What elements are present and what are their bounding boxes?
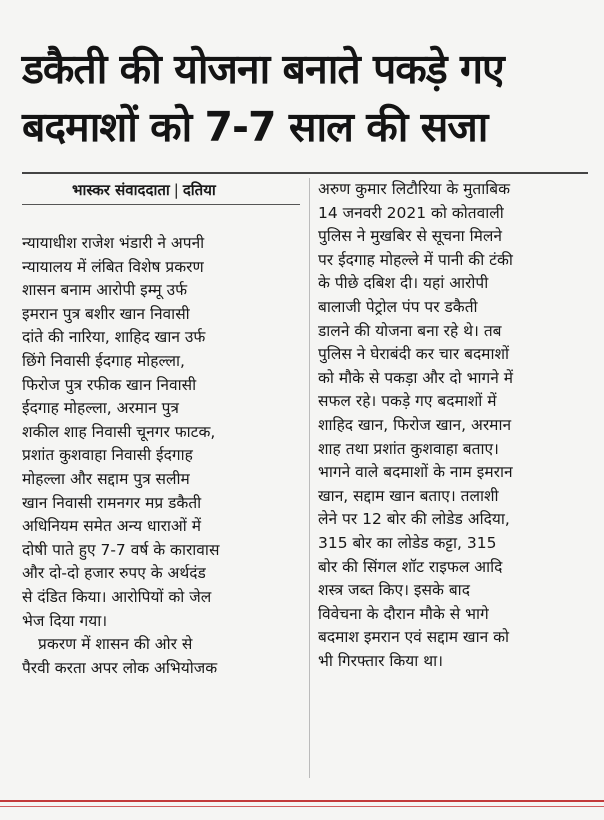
byline-city: दतिया: [182, 181, 216, 199]
text-line: पैरवी करता अपर लोक अभियोजक: [22, 658, 218, 677]
column-divider: [309, 178, 310, 778]
text-line: न्यायाधीश राजेश भंडारी ने अपनी: [22, 234, 205, 252]
text-line: के पीछे दबिश दी। यहां आरोपी: [318, 274, 489, 293]
text-line: शाह तथा प्रशांत कुशवाहा बताए।: [318, 439, 499, 458]
text-line: न्यायालय में लंबित विशेष प्रकरण: [22, 257, 204, 276]
text-line: अरुण कुमार लिटौरिया के मुताबिक: [318, 180, 511, 198]
text-line: बोर की सिंगल शॉट राइफल आदि: [318, 557, 503, 576]
text-line: पुलिस ने मुखबिर से सूचना मिलने: [318, 227, 503, 246]
text-line: भागने वाले बदमाशों के नाम इमरान: [318, 463, 513, 482]
text-line: बदमाश इमरान एवं सद्दाम खान को: [318, 628, 510, 647]
text-line-paragraph-start: प्रकरण में शासन की ओर से: [38, 635, 193, 654]
byline: [72, 180, 216, 200]
text-line: भी गिरफ्तार किया था।: [318, 651, 444, 670]
text-line: खान, सद्दाम खान बताए। तलाशी: [318, 486, 499, 505]
text-line: 315 बोर का लोडेड कट्टा, 315: [318, 533, 497, 552]
text-line: बालाजी पेट्रोल पंप पर डकैती: [318, 297, 478, 316]
text-line: ईदगाह मोहल्ला, अरमान पुत्र: [22, 399, 179, 418]
article-column-right: [318, 178, 588, 673]
text-line: पुलिस ने घेराबंदी कर चार बदमाशों: [318, 345, 510, 364]
text-line: दांते की नारिया, शाहिद खान उर्फ: [22, 328, 206, 347]
headline: [22, 40, 582, 156]
text-line: इमरान पुत्र बशीर खान निवासी: [22, 304, 190, 323]
text-line: से दंडित किया। आरोपियों को जेल: [22, 587, 212, 606]
text-line: शासन बनाम आरोपी इम्मू उर्फ: [22, 281, 188, 300]
text-line: पर ईदगाह मोहल्ले में पानी की टंकी: [318, 250, 513, 269]
text-line: को मौके से पकड़ा और दो भागने में: [318, 368, 514, 387]
text-line: विवेचना के दौरान मौके से भागे: [318, 604, 489, 623]
text-line: सफल रहे। पकड़े गए बदमाशों में: [318, 392, 497, 411]
text-line: छिंगे निवासी ईदगाह मोहल्ला,: [22, 351, 185, 370]
text-line: शस्त्र जब्त किए। इसके बाद: [318, 581, 470, 600]
text-line: लेने पर 12 बोर की लोडेड अदिया,: [318, 510, 510, 529]
bottom-rule: [0, 800, 604, 802]
byline-separator: |: [173, 181, 179, 199]
headline-divider: [22, 172, 588, 174]
text-line: फिरोज पुत्र रफीक खान निवासी: [22, 375, 197, 394]
text-line: डालने की योजना बना रहे थे। तब: [318, 321, 502, 340]
text-line: और दो-दो हजार रुपए के अर्थदंड: [22, 564, 206, 583]
text-line: शाहिद खान, फिरोज खान, अरमान: [318, 415, 512, 434]
bottom-rule-secondary: [0, 806, 604, 807]
text-line: अधिनियम समेत अन्य धाराओं में: [22, 517, 201, 536]
text-line: शकील शाह निवासी चूनगर फाटक,: [22, 422, 216, 441]
headline-line-2: बदमाशों को 7-7 साल की सजा: [22, 103, 488, 151]
byline-source: भास्कर संवाददाता: [72, 181, 170, 199]
byline-divider: [22, 204, 300, 205]
text-line: प्रशांत कुशवाहा निवासी ईदगाह: [22, 446, 193, 465]
headline-line-1: डकैती की योजना बनाते पकड़े गए: [22, 45, 504, 93]
text-line: मोहल्ला और सद्दाम पुत्र सलीम: [22, 469, 190, 488]
text-line: भेज दिया गया।: [22, 611, 108, 630]
text-line: दोषी पाते हुए 7-7 वर्ष के कारावास: [22, 540, 220, 559]
text-line: खान निवासी रामनगर मप्र डकैती: [22, 493, 202, 512]
text-line: 14 जनवरी 2021 को कोतवाली: [318, 203, 504, 222]
article-column-left: [22, 232, 304, 680]
